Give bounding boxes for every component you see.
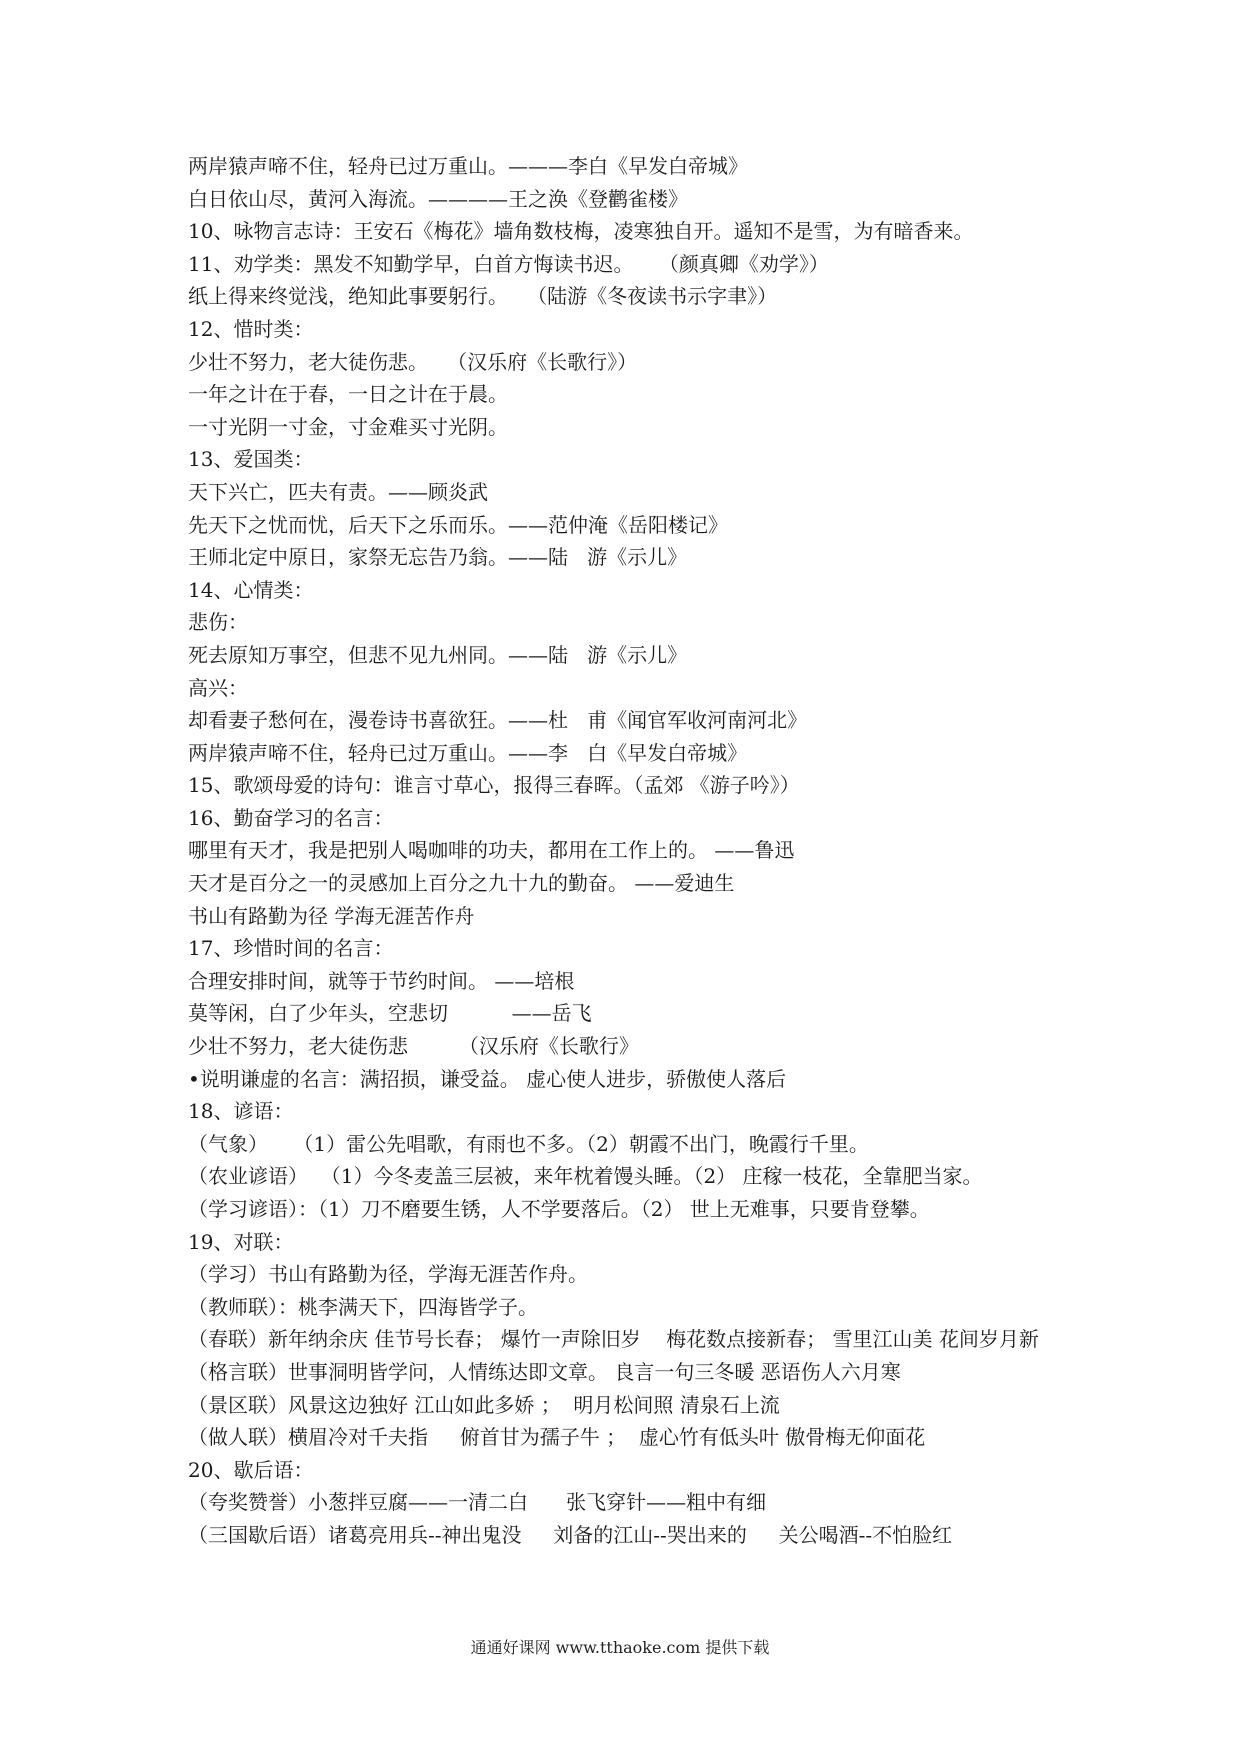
section-heading: 16、勤奋学习的名言： xyxy=(188,805,394,830)
text-line: （气象） （1）雷公先唱歌，有雨也不多。（2）朝霞不出门，晚霞行千里。 xyxy=(188,1131,869,1156)
text-line: 两岸猿声啼不住，轻舟已过万重山。———李白《早发白帝城》 xyxy=(188,154,748,178)
text-line: 先天下之忧而忧，后天下之乐而乐。——范仲淹《岳阳楼记》 xyxy=(188,512,728,537)
text-line: 书山有路勤为径 学海无涯苦作舟 xyxy=(188,903,475,928)
text-line: 王师北定中原日，家祭无忘告乃翁。——陆 游《示儿》 xyxy=(188,545,688,570)
text-line: 10、咏物言志诗：王安石《梅花》墙角数枝梅，凌寒独自开。遥知不是雪，为有暗香来。 xyxy=(188,219,974,244)
text-line: 死去原知万事空，但悲不见九州同。——陆 游《示儿》 xyxy=(188,642,688,667)
text-line: 莫等闲，白了少年头，空悲切 ——岳飞 xyxy=(188,1001,592,1026)
text-line: （教师联）：桃李满天下，四海皆学子。 xyxy=(188,1294,538,1319)
text-line: （三国歇后语）诸葛亮用兵--神出鬼没 刘备的江山--哭出来的 关公喝酒--不怕脸红 xyxy=(188,1522,953,1547)
text-line: （做人联）横眉冷对千夫指 俯首甘为孺子牛 ； 虚心竹有低头叶 傲骨梅无仰面花 xyxy=(188,1425,926,1450)
text-line: （景区联）风景这边独好 江山如此多娇 ； 明月松间照 清泉石上流 xyxy=(188,1392,780,1417)
text-line: 少壮不努力，老大徒伤悲。 （汉乐府《长歌行》） xyxy=(188,349,638,374)
text-line: 一年之计在于春，一日之计在于晨。 xyxy=(188,382,508,407)
text-line: 合理安排时间，就等于节约时间。 ——培根 xyxy=(188,968,575,993)
text-line: （夸奖赞誉）小葱拌豆腐——一清二白 张飞穿针——粗中有细 xyxy=(188,1490,767,1515)
text-line: 纸上得来终觉浅，绝知此事要躬行。 （陆游《冬夜读书示字聿》） xyxy=(188,284,778,309)
text-line: 11、劝学类：黑发不知勤学早，白首方悔读书迟。 （颜真卿《劝学》） xyxy=(188,251,829,276)
text-line: •说明谦虚的名言：满招损，谦受益。 虚心使人进步，骄傲使人落后 xyxy=(188,1066,787,1091)
section-heading: 17、珍惜时间的名言： xyxy=(188,936,394,961)
text-line: （学习谚语）：（1）刀不磨要生锈，人不学要落后。（2） 世上无难事，只要肯登攀。 xyxy=(188,1197,930,1221)
text-line: 哪里有天才，我是把别人喝咖啡的功夫，都用在工作上的。 ——鲁迅 xyxy=(188,838,795,863)
text-line: 两岸猿声啼不住，轻舟已过万重山。——李 白《早发白帝城》 xyxy=(188,740,748,765)
text-line: （农业谚语） （1）今冬麦盖三层被，来年枕着馒头睡。（2） 庄稼一枝花，全靠肥当家。 xyxy=(188,1164,983,1189)
section-heading: 12、惜时类： xyxy=(188,316,314,341)
section-heading: 14、心情类： xyxy=(188,577,314,602)
text-line: （春联）新年纳余庆 佳节号长春； 爆竹一声除旧岁 梅花数点接新春； 雪里江山美 花间岁月新 xyxy=(188,1327,1039,1352)
section-heading: 13、爱国类： xyxy=(188,447,314,472)
page-footer: 通通好课网 www.tthaoke.com 提供下载 xyxy=(470,1638,770,1657)
text-line: 天才是百分之一的灵感加上百分之九十九的勤奋。 ——爱迪生 xyxy=(188,871,735,896)
section-heading: 18、谚语： xyxy=(188,1099,294,1124)
text-line: 高兴： xyxy=(188,675,248,700)
text-line: 天下兴亡，匹夫有责。——顾炎武 xyxy=(188,479,488,504)
section-heading: 20、歇后语： xyxy=(188,1457,314,1482)
text-line: （学习）书山有路勤为径，学海无涯苦作舟。 xyxy=(188,1262,588,1287)
section-heading: 19、对联： xyxy=(188,1229,294,1254)
text-line: 少壮不努力，老大徒伤悲 （汉乐府《长歌行》 xyxy=(188,1034,639,1059)
section-heading: 15、歌颂母爱的诗句：谁言寸草心，报得三春晖。（孟郊 《游子吟》） xyxy=(188,773,800,798)
text-line: 悲伤： xyxy=(188,610,248,635)
text-line: （格言联）世事洞明皆学问，人情练达即文章。 良言一句三冬暖 恶语伤人六月寒 xyxy=(188,1359,901,1384)
text-line: 白日依山尽，黄河入海流。————王之涣《登鹳雀楼》 xyxy=(188,186,688,211)
text-line: 一寸光阴一寸金，寸金难买寸光阴。 xyxy=(188,414,508,439)
document-body xyxy=(188,150,1188,1552)
text-line: 却看妻子愁何在，漫卷诗书喜欲狂。——杜 甫《闻官军收河南河北》 xyxy=(188,708,808,733)
